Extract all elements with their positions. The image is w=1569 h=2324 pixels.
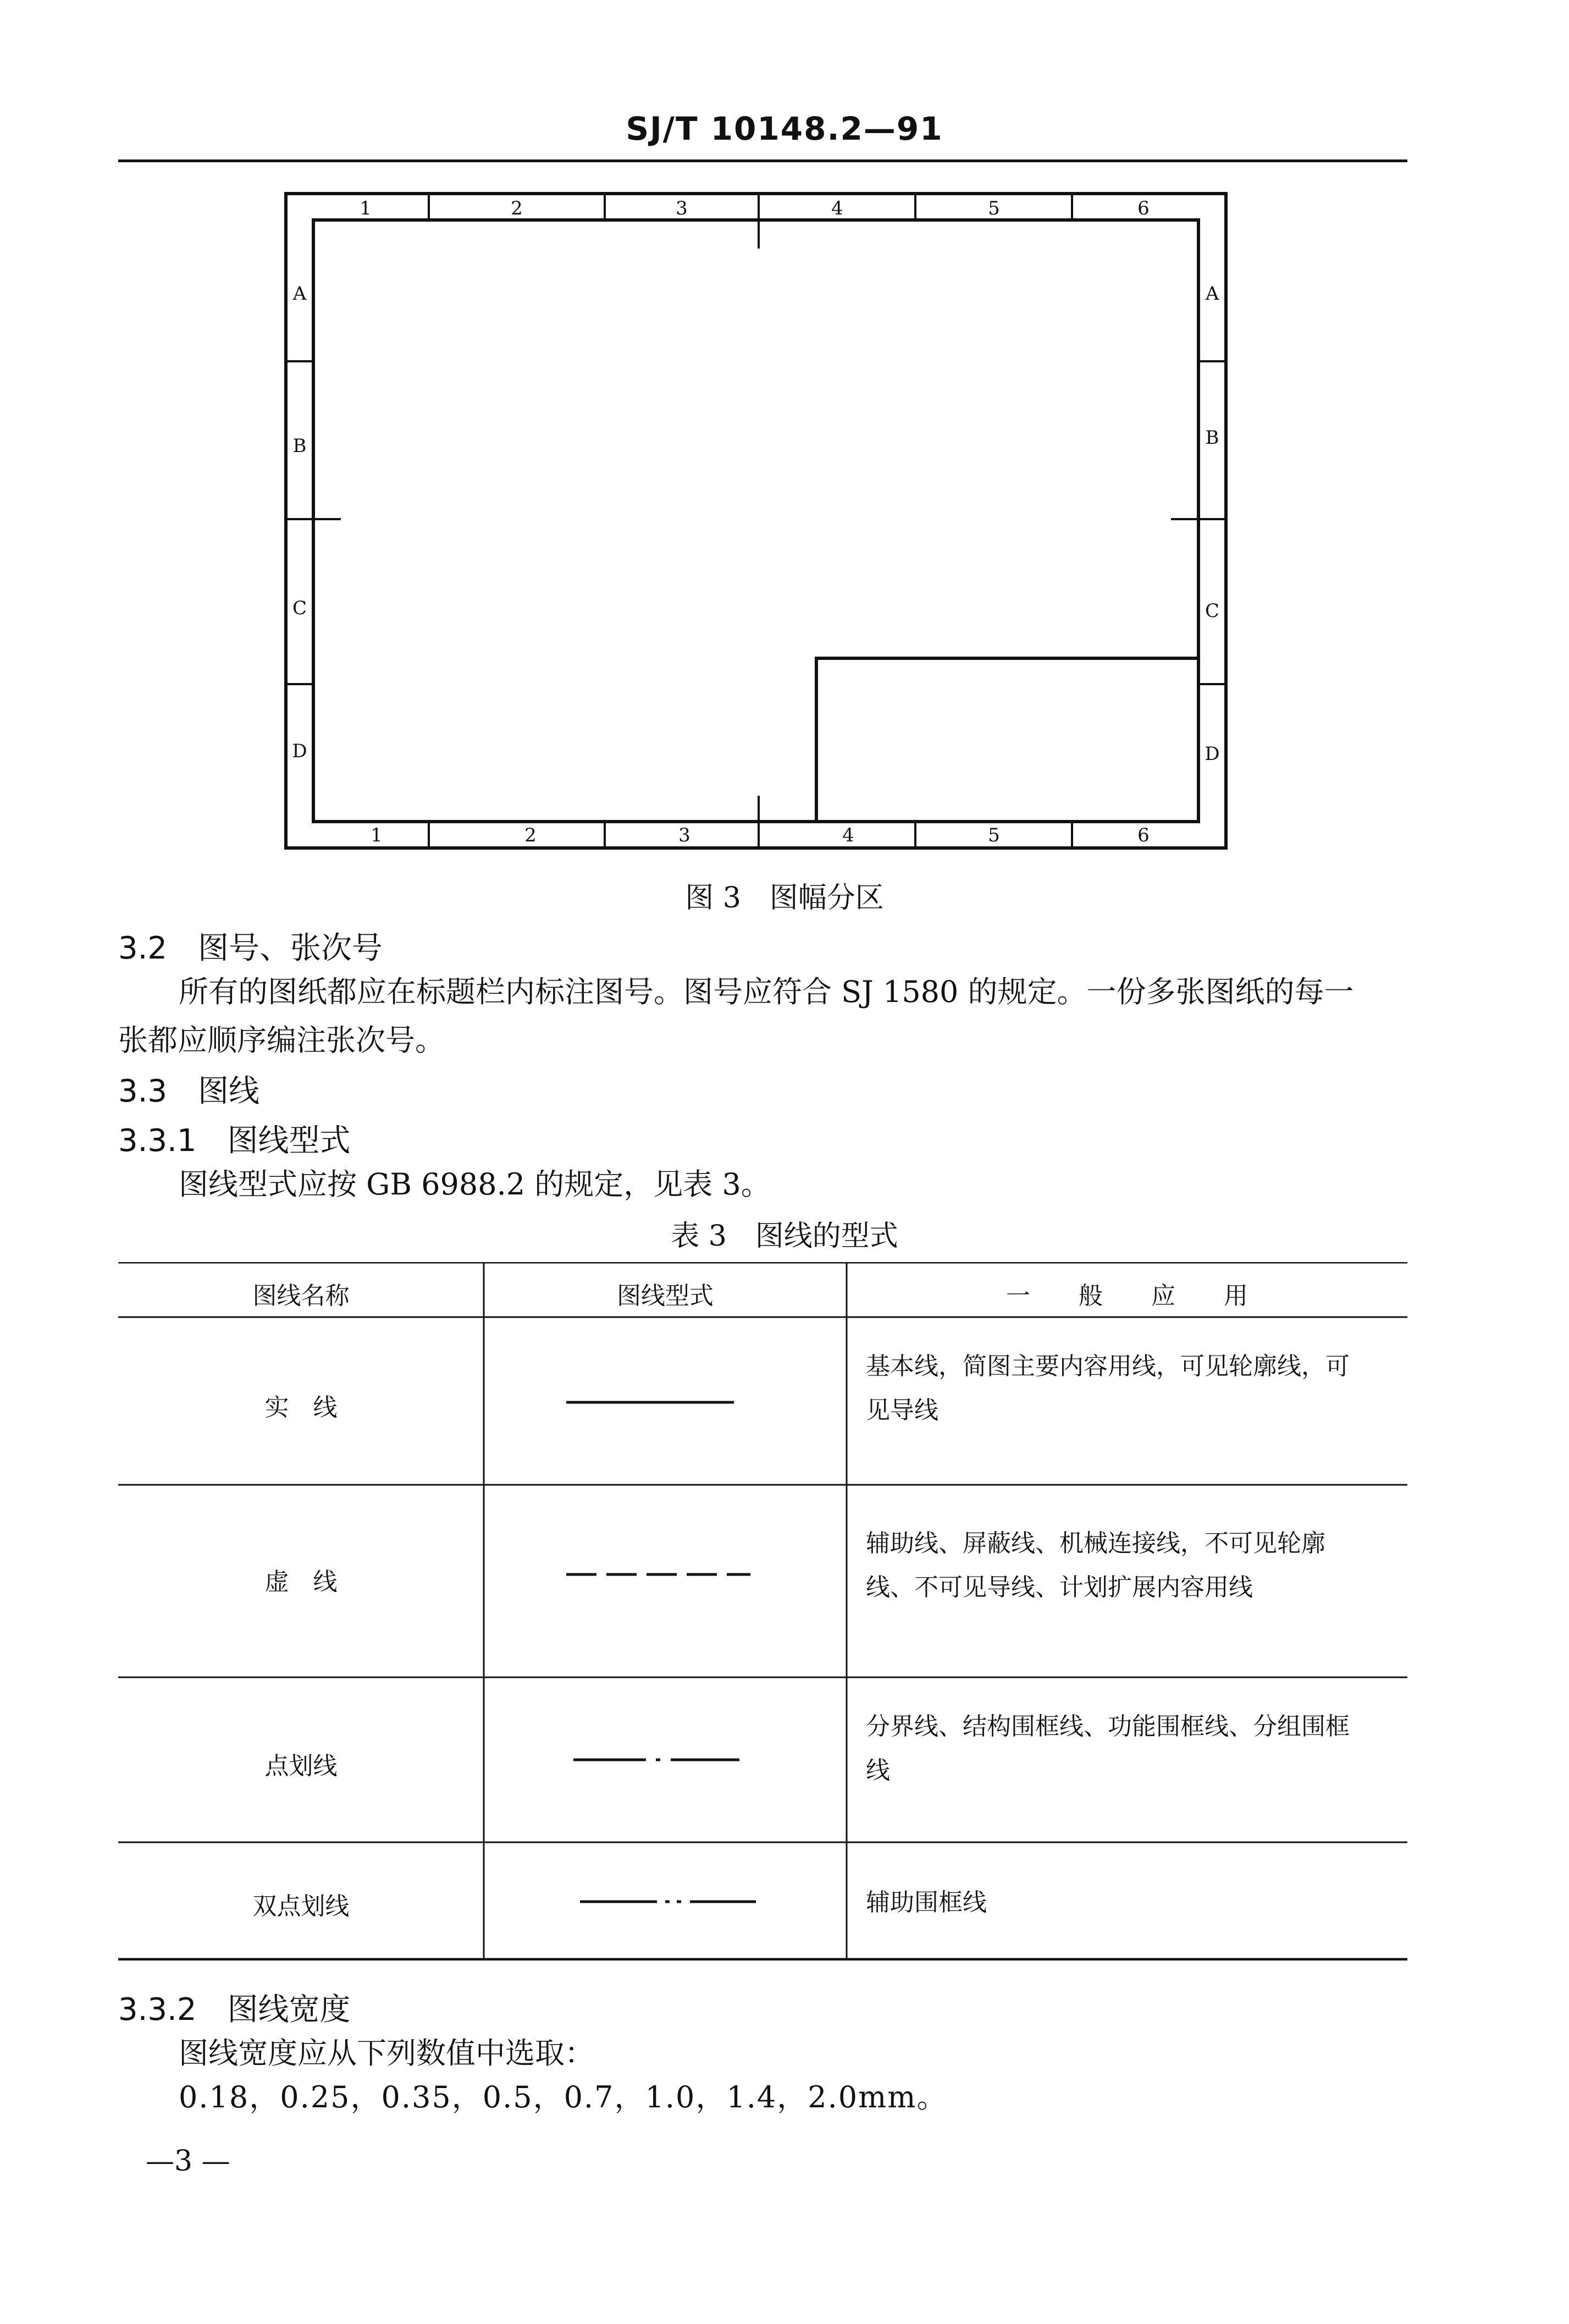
zone-letter-right-c: C	[1205, 600, 1220, 622]
table-row-2-use-line1: 辅助线、屏蔽线、机械连接线，不可见轮廓	[866, 1529, 1325, 1557]
zone-number-top-3: 3	[676, 197, 688, 219]
table-header-style: 图线型式	[617, 1282, 714, 1310]
section-3-2-para-line2: 张都应顺序编注张次号。	[118, 1023, 445, 1058]
zone-number-top-5: 5	[988, 197, 1000, 219]
section-3-3-heading: 3.3 图线	[118, 1073, 260, 1109]
zone-letter-left-b: B	[292, 435, 307, 457]
zone-number-top-4: 4	[831, 197, 843, 219]
section-3-3-1-heading: 3.3.1 图线型式	[118, 1123, 351, 1159]
zone-number-top-6: 6	[1137, 197, 1150, 219]
zone-number-bottom-1: 1	[371, 824, 383, 846]
document-code: SJ/T 10148.2—91	[626, 110, 943, 147]
section-3-2-heading: 3.2 图号、张次号	[118, 930, 383, 966]
header-rule	[118, 159, 1407, 162]
inner-frame	[313, 220, 1198, 822]
zone-letter-right-d: D	[1205, 743, 1220, 765]
zone-number-bottom-5: 5	[988, 824, 1000, 846]
zone-number-top-2: 2	[511, 197, 523, 219]
zone-number-bottom-6: 6	[1137, 824, 1150, 846]
zone-number-bottom-4: 4	[842, 824, 854, 846]
section-3-3-2-heading: 3.3.2 图线宽度	[118, 1992, 351, 2028]
table-row-1-use-line1: 基本线，简图主要内容用线，可见轮廓线，可	[866, 1352, 1350, 1380]
table-row-3-use-line1: 分界线、结构围框线、功能围框线、分组围框	[866, 1712, 1350, 1741]
title-block-outline	[816, 658, 1198, 822]
section-3-2-para-line1: 所有的图纸都应在标题栏内标注图号。图号应符合 SJ 1580 的规定。一份多张图纸的每一	[179, 974, 1354, 1009]
table-caption: 表 3 图线的型式	[671, 1220, 898, 1253]
sheet-zoning-diagram	[286, 194, 1226, 848]
section-3-3-2-para: 图线宽度应从下列数值中选取：	[179, 2036, 594, 2070]
table-row-1-name: 实 线	[264, 1394, 338, 1422]
table-row-3-name: 点划线	[264, 1752, 338, 1780]
table-header-name: 图线名称	[252, 1282, 350, 1310]
outer-border	[286, 194, 1226, 848]
zone-letter-right-b: B	[1205, 427, 1219, 449]
zone-number-top-1: 1	[360, 197, 372, 219]
zone-letter-left-c: C	[292, 597, 307, 619]
table-row-4-use-line1: 辅助围框线	[866, 1888, 987, 1917]
zone-number-bottom-2: 2	[524, 824, 537, 846]
line-types-table	[118, 1262, 1407, 1960]
table-row-2-use-line2: 线、不可见导线、计划扩展内容用线	[866, 1573, 1253, 1601]
table-row-1-use-line2: 见导线	[866, 1396, 938, 1424]
figure-caption: 图 3 图幅分区	[685, 882, 884, 915]
zone-letter-right-a: A	[1205, 283, 1219, 305]
zone-letter-left-d: D	[292, 740, 307, 762]
zone-letter-left-a: A	[292, 283, 307, 305]
page-number: —3 —	[146, 2145, 230, 2178]
table-row-2-name: 虚 线	[264, 1568, 338, 1596]
table-row-3-use-line2: 线	[866, 1756, 890, 1785]
sheet-zoning-figure	[286, 194, 1226, 848]
table-header-use: 一 般 应 用	[1006, 1282, 1248, 1310]
zone-number-bottom-3: 3	[678, 824, 690, 846]
line-width-values: 0.18，0.25，0.35，0.5，0.7，1.0，1.4，2.0mm。	[179, 2080, 948, 2114]
section-3-3-1-para: 图线型式应按 GB 6988.2 的规定，见表 3。	[179, 1167, 771, 1202]
table-row-4-name: 双点划线	[252, 1892, 350, 1920]
